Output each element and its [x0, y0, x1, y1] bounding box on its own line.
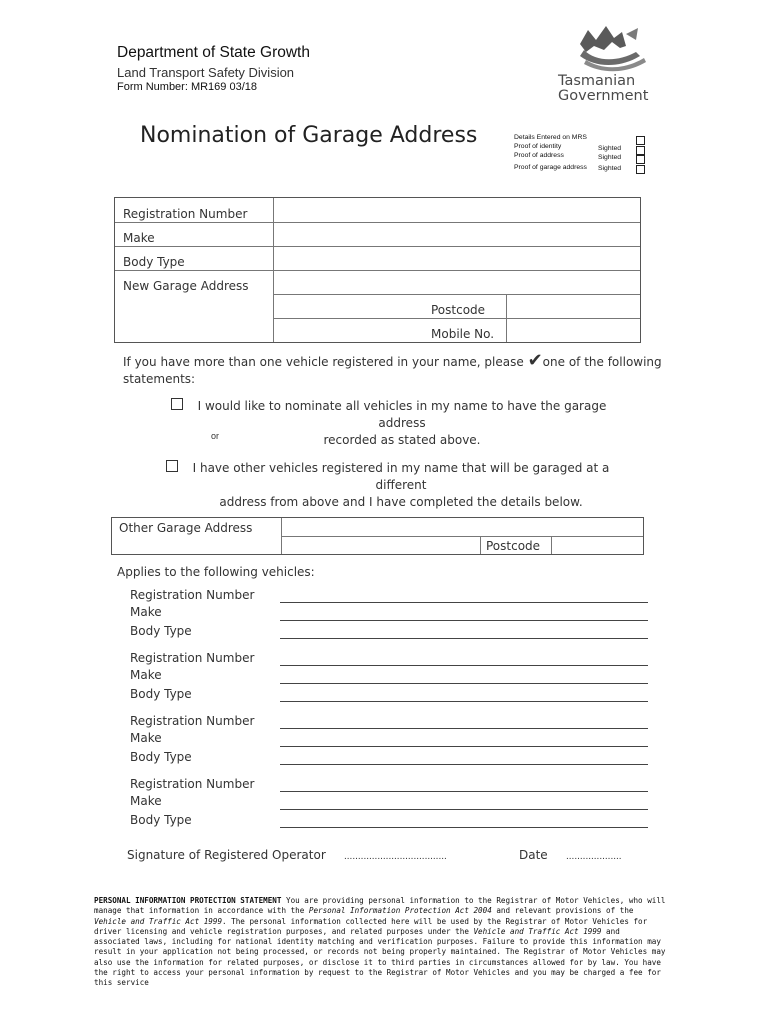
new-garage-address-field[interactable] [275, 272, 639, 293]
other-garage-address-field[interactable] [283, 519, 643, 535]
sighted-label-2: Sighted [598, 154, 622, 161]
mobile-no-field[interactable] [508, 320, 639, 341]
postcode-label: Postcode [431, 303, 486, 317]
registration-number-field[interactable] [275, 199, 639, 221]
date-field[interactable]: .................... [566, 851, 622, 862]
privacy-part3: . The personal information collected here will be used by the Registrar of Motor Vehicles for driver licensing and vehicle registration purposes, and related purposes under the [94, 916, 648, 936]
vehicle2-body-type-label: Body Type [130, 687, 192, 701]
logo-line-tasmanian: Tasmanian [558, 73, 636, 89]
sighted-label-1: Sighted [598, 145, 622, 152]
vehicle4-registration-label: Registration Number [130, 777, 255, 791]
privacy-part1: You are providing personal information to the Registrar of Motor Vehicles, who will manage that information in accordance with the [94, 896, 666, 916]
vehicle2-registration-line[interactable] [280, 665, 648, 666]
vehicle2-make-line[interactable] [280, 683, 648, 684]
proof-identity-checkbox[interactable] [636, 146, 645, 155]
option-nominate-all-checkbox[interactable] [171, 398, 183, 410]
vehicle3-registration-line[interactable] [280, 728, 648, 729]
applies-to-label: Applies to the following vehicles: [117, 565, 315, 579]
option-other-vehicles-text [182, 460, 620, 511]
office-use-block [512, 134, 652, 178]
proof-identity-label: Proof of identity [514, 143, 562, 150]
privacy-part4: and associated laws, including for national identity matching and verification purposes. Failure to provide this information may result in your application not being processed, or records not being properly maintained. The Registrar of Motor Vehicles may also use the information for related purposes, or disclose it to third parties in circumstances allowed for by law. You have the right to access your personal information by request to the Registrar of Motor Vehicles and you may be charged a fee for this service [94, 926, 666, 988]
logo-line-government: Government [558, 88, 649, 104]
new-garage-address-label: New Garage Address [123, 279, 249, 293]
or-label: or [211, 431, 220, 441]
other-postcode-label: Postcode [486, 539, 541, 553]
details-entered-label: Details Entered on MRS [514, 134, 587, 141]
instructions-line1a: If you have more than one vehicle registered in your name, please [123, 355, 524, 369]
body-type-field[interactable] [275, 248, 639, 269]
form-title: Nomination of Garage Address [140, 123, 478, 148]
privacy-act2: Vehicle and Traffic Act 1999 [94, 916, 223, 926]
vehicle3-body-type-label: Body Type [130, 750, 192, 764]
vehicle1-registration-label: Registration Number [130, 588, 255, 602]
vehicle-block-1 [130, 586, 650, 646]
privacy-heading: PERSONAL INFORMATION PROTECTION STATEMENT [94, 896, 282, 905]
option1-line1: I would like to nominate all vehicles in my name to have the garage address [197, 399, 607, 430]
vehicle4-body-type-line[interactable] [280, 827, 648, 828]
sighted-label-3: Sighted [598, 165, 622, 172]
logo-text [558, 74, 648, 104]
proof-garage-label: Proof of garage address [514, 164, 587, 171]
vehicle3-make-label: Make [130, 731, 162, 745]
vehicle2-body-type-line[interactable] [280, 701, 648, 702]
details-entered-checkbox[interactable] [636, 136, 645, 145]
date-label: Date [519, 848, 548, 862]
vehicle4-body-type-label: Body Type [130, 813, 192, 827]
proof-address-checkbox[interactable] [636, 155, 645, 164]
vehicle3-make-line[interactable] [280, 746, 648, 747]
division-name: Land Transport Safety Division [117, 65, 295, 80]
option2-line1: I have other vehicles registered in my name that will be garaged at a different [192, 461, 610, 492]
other-garage-address-grid [111, 517, 644, 555]
option2-line2: address from above and I have completed the details below. [219, 495, 583, 509]
instructions-line1b: one of the following [542, 355, 662, 369]
form-number: Form Number: MR169 03/18 [117, 81, 257, 93]
privacy-statement [94, 896, 669, 989]
vehicle4-make-line[interactable] [280, 809, 648, 810]
vehicle2-registration-label: Registration Number [130, 651, 255, 665]
make-label: Make [123, 231, 155, 245]
vehicle-details-grid [114, 197, 641, 343]
vehicle1-body-type-line[interactable] [280, 638, 648, 639]
vehicle1-make-line[interactable] [280, 620, 648, 621]
privacy-part2: and relevant provisions of the [491, 906, 634, 916]
option-nominate-all-text [186, 398, 618, 449]
department-name: Department of State Growth [117, 44, 310, 61]
vehicle-block-2 [130, 649, 650, 709]
signature-field[interactable]: ..................................... [344, 851, 447, 862]
privacy-act3: Vehicle and Traffic Act 1999 [473, 926, 602, 936]
vehicle-block-4 [130, 775, 650, 835]
option-other-vehicles-checkbox[interactable] [166, 460, 178, 472]
option1-line2: recorded as stated above. [323, 433, 481, 447]
instructions-line2: statements: [123, 372, 196, 386]
proof-address-label: Proof of address [514, 152, 564, 159]
instructions-text [123, 350, 662, 388]
vehicle1-body-type-label: Body Type [130, 624, 192, 638]
vehicle3-registration-label: Registration Number [130, 714, 255, 728]
tasmanian-government-logo [548, 22, 658, 108]
body-type-label: Body Type [123, 255, 185, 269]
tasmanian-devil-icon [566, 22, 656, 74]
vehicle-block-3 [130, 712, 650, 772]
other-garage-address-field-line2[interactable] [283, 538, 479, 553]
vehicle1-registration-line[interactable] [280, 602, 648, 603]
make-field[interactable] [275, 224, 639, 245]
vehicle2-make-label: Make [130, 668, 162, 682]
proof-garage-checkbox[interactable] [636, 165, 645, 174]
other-postcode-field[interactable] [553, 538, 643, 553]
vehicle4-registration-line[interactable] [280, 791, 648, 792]
vehicle1-make-label: Make [130, 605, 162, 619]
signature-label: Signature of Registered Operator [127, 848, 326, 862]
other-garage-address-label: Other Garage Address [119, 521, 253, 535]
tick-icon: ✔ [527, 350, 543, 371]
vehicle4-make-label: Make [130, 794, 162, 808]
registration-number-label: Registration Number [123, 207, 248, 221]
mobile-no-label: Mobile No. [431, 327, 495, 341]
postcode-field[interactable] [508, 296, 639, 317]
vehicle3-body-type-line[interactable] [280, 764, 648, 765]
privacy-act1: Personal Information Protection Act 2004 [308, 906, 492, 916]
